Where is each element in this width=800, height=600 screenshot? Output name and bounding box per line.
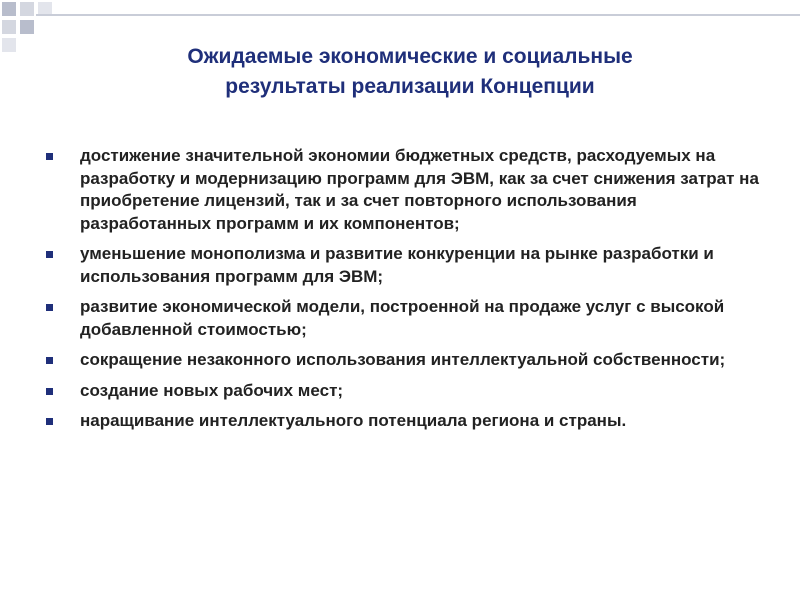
bullet-square-icon [46, 388, 53, 395]
bullet-item [44, 349, 764, 372]
bullet-item [44, 243, 764, 288]
bullet-square-icon [46, 153, 53, 160]
deco-square [20, 2, 34, 16]
bullet-square-icon [46, 304, 53, 311]
bullet-text: уменьшение монополизма и развитие конкуренции на рынке разработки и использования программ для ЭВМ; [80, 244, 714, 286]
bullet-item [44, 380, 764, 403]
deco-square [2, 38, 16, 52]
bullet-item [44, 296, 764, 341]
deco-square [20, 20, 34, 34]
title-line-2: результаты реализации Концепции [225, 75, 595, 98]
title-line-1: Ожидаемые экономические и социальные [187, 45, 633, 68]
bullet-square-icon [46, 251, 53, 258]
bullet-item [44, 145, 764, 235]
bullet-text: достижение значительной экономии бюджетных средств, расходуемых на разработку и модернизацию программ для ЭВМ, как за счет снижения затрат на приобретение лицензий, так и за счет повторного использования разработанных программ и их компонентов; [80, 146, 759, 233]
bullet-text: наращивание интеллектуального потенциала региона и страны. [80, 411, 627, 430]
bullet-text: сокращение незаконного использования интеллектуальной собственности; [80, 350, 726, 369]
bullet-text: создание новых рабочих мест; [80, 380, 344, 400]
deco-square [2, 20, 16, 34]
bullet-list [44, 145, 764, 441]
top-divider [36, 14, 800, 16]
corner-decoration [0, 0, 60, 60]
bullet-text: развитие экономической модели, построенной на продаже услуг с высокой добавленной стоимостью; [80, 297, 725, 339]
deco-square [2, 2, 16, 16]
bullet-square-icon [46, 357, 53, 364]
slide-title [60, 42, 760, 102]
bullet-square-icon [46, 418, 53, 425]
bullet-item [44, 410, 764, 433]
